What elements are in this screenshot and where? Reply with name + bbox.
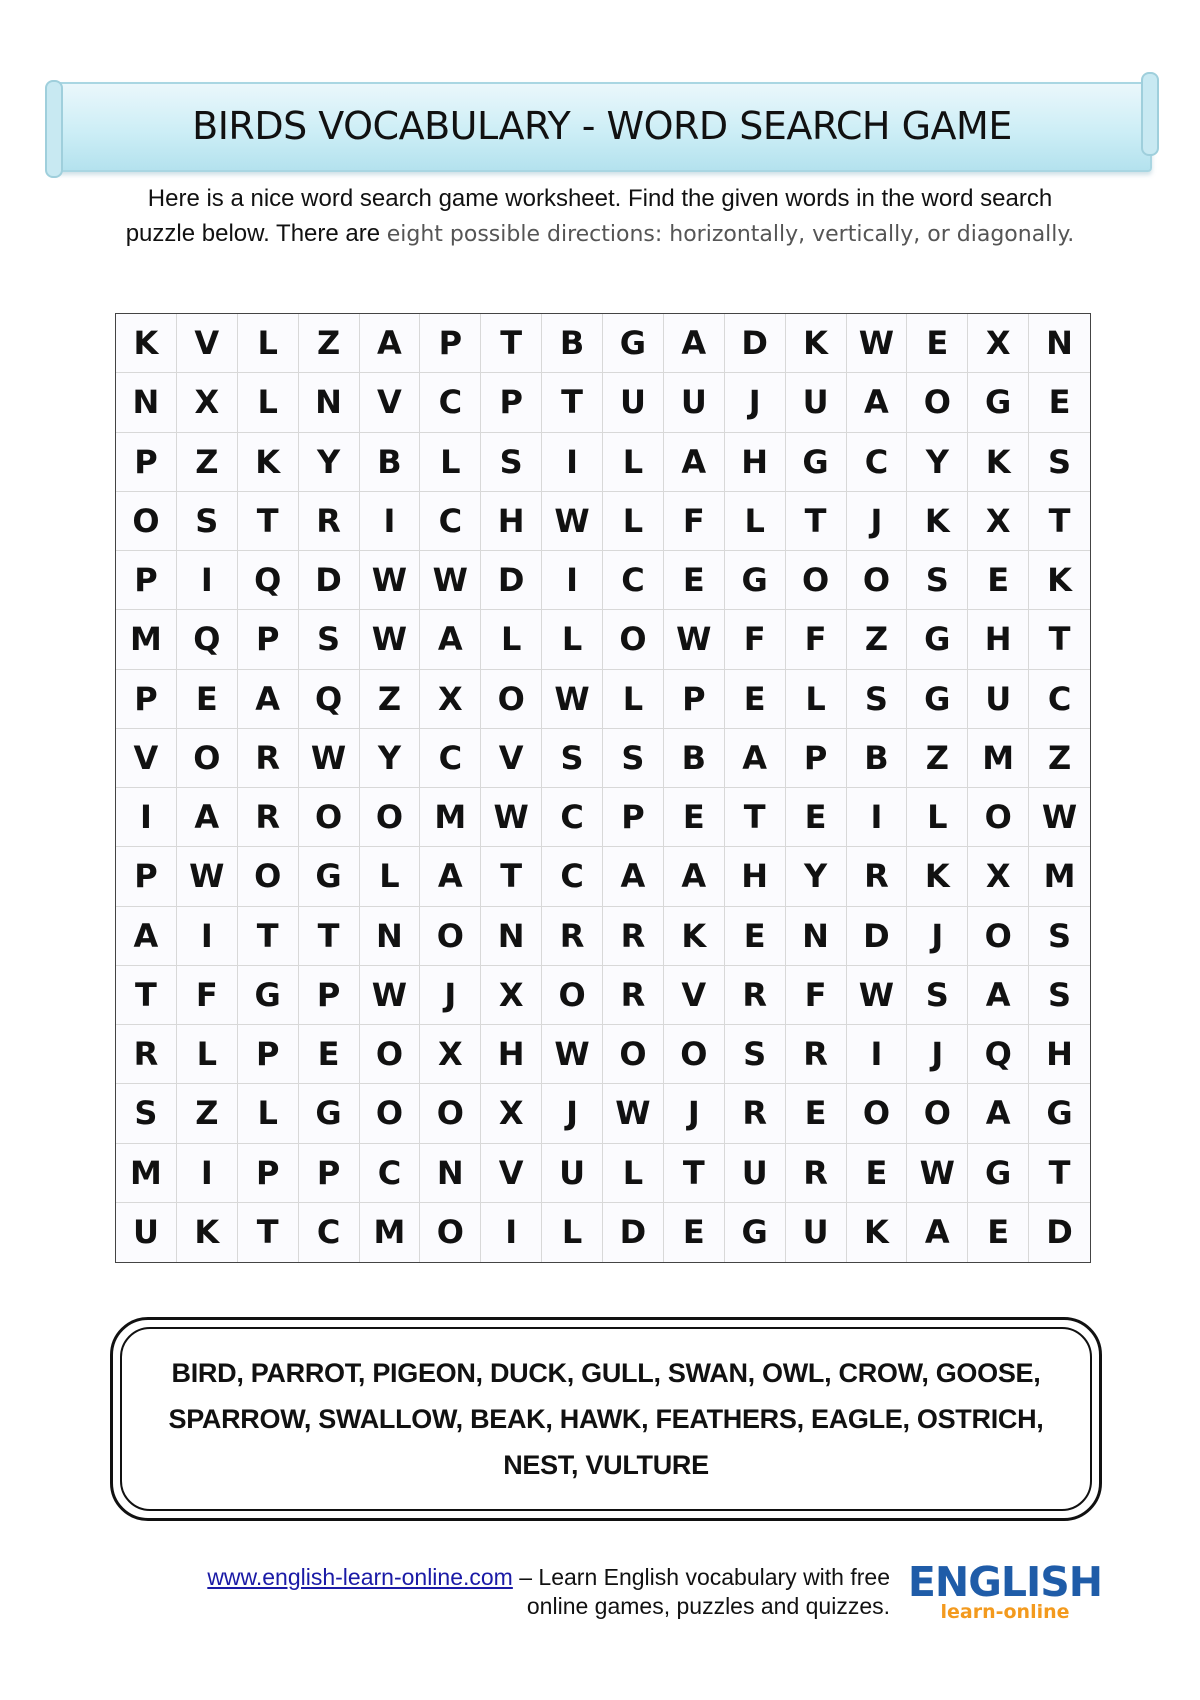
grid-cell[interactable]: D — [603, 1203, 664, 1262]
grid-cell[interactable]: G — [603, 314, 664, 373]
grid-cell[interactable]: L — [360, 847, 421, 906]
grid-cell[interactable]: I — [116, 788, 177, 847]
grid-cell[interactable]: K — [238, 433, 299, 492]
grid-cell[interactable]: L — [542, 1203, 603, 1262]
grid-cell[interactable]: O — [420, 907, 481, 966]
grid-cell[interactable]: I — [847, 788, 908, 847]
grid-cell[interactable]: A — [664, 433, 725, 492]
grid-cell[interactable]: C — [603, 551, 664, 610]
grid-cell[interactable]: D — [725, 314, 786, 373]
site-link[interactable]: www.english-learn-online.com — [207, 1564, 513, 1590]
grid-cell[interactable]: E — [786, 788, 847, 847]
grid-cell[interactable]: N — [299, 373, 360, 432]
grid-cell[interactable]: P — [238, 1025, 299, 1084]
grid-cell[interactable]: T — [481, 314, 542, 373]
grid-cell[interactable]: U — [603, 373, 664, 432]
grid-cell[interactable]: H — [481, 492, 542, 551]
word-list-line-3: NEST, VULTURE — [503, 1450, 709, 1480]
grid-cell[interactable]: P — [238, 610, 299, 669]
grid-cell[interactable]: P — [481, 373, 542, 432]
grid-cell[interactable]: R — [238, 729, 299, 788]
grid-cell[interactable]: C — [420, 373, 481, 432]
grid-cell[interactable]: U — [664, 373, 725, 432]
grid-cell[interactable]: H — [968, 610, 1029, 669]
grid-cell[interactable]: H — [1029, 1025, 1090, 1084]
grid-cell[interactable]: M — [968, 729, 1029, 788]
footer-line-1 — [100, 1563, 890, 1592]
grid-cell[interactable]: Z — [1029, 729, 1090, 788]
grid-cell[interactable]: O — [968, 907, 1029, 966]
grid-cell[interactable]: O — [420, 1203, 481, 1262]
word-list-box — [110, 1317, 1102, 1521]
grid-cell[interactable]: P — [238, 1144, 299, 1203]
grid-cell[interactable]: T — [664, 1144, 725, 1203]
grid-cell[interactable]: O — [360, 788, 421, 847]
grid-cell[interactable]: P — [420, 314, 481, 373]
grid-cell[interactable]: P — [116, 670, 177, 729]
grid-cell[interactable]: L — [603, 1144, 664, 1203]
grid-cell[interactable]: L — [603, 433, 664, 492]
grid-cell[interactable]: R — [786, 1025, 847, 1084]
grid-cell[interactable]: N — [1029, 314, 1090, 373]
grid-cell[interactable]: E — [1029, 373, 1090, 432]
grid-cell[interactable]: A — [664, 847, 725, 906]
grid-cell[interactable]: O — [116, 492, 177, 551]
grid-cell[interactable]: F — [664, 492, 725, 551]
grid-cell[interactable]: U — [968, 670, 1029, 729]
grid-cell[interactable]: N — [116, 373, 177, 432]
grid-cell[interactable]: Q — [238, 551, 299, 610]
grid-cell[interactable]: S — [1029, 433, 1090, 492]
grid-cell[interactable]: I — [481, 1203, 542, 1262]
grid-cell[interactable]: O — [360, 1025, 421, 1084]
grid-cell[interactable]: X — [968, 492, 1029, 551]
grid-cell[interactable]: T — [238, 1203, 299, 1262]
grid-cell[interactable]: O — [907, 1084, 968, 1143]
grid-cell[interactable]: W — [542, 670, 603, 729]
grid-cell[interactable]: A — [847, 373, 908, 432]
word-search-grid — [115, 313, 1091, 1263]
grid-cell[interactable]: F — [725, 610, 786, 669]
grid-cell[interactable]: X — [420, 670, 481, 729]
grid-cell[interactable]: W — [1029, 788, 1090, 847]
grid-cell[interactable]: O — [299, 788, 360, 847]
grid-cell[interactable]: W — [664, 610, 725, 669]
grid-cell[interactable]: P — [299, 966, 360, 1025]
grid-cell[interactable]: X — [481, 1084, 542, 1143]
grid-cell[interactable]: V — [664, 966, 725, 1025]
grid-cell[interactable]: B — [664, 729, 725, 788]
grid-cell[interactable]: J — [725, 373, 786, 432]
grid-cell[interactable]: P — [116, 551, 177, 610]
grid-cell[interactable]: S — [603, 729, 664, 788]
grid-cell[interactable]: S — [481, 433, 542, 492]
grid-cell[interactable]: S — [725, 1025, 786, 1084]
grid-cell[interactable]: W — [420, 551, 481, 610]
grid-cell[interactable]: A — [420, 847, 481, 906]
grid-cell[interactable]: G — [725, 1203, 786, 1262]
grid-cell[interactable]: A — [238, 670, 299, 729]
grid-cell[interactable]: M — [360, 1203, 421, 1262]
grid-cell[interactable]: G — [786, 433, 847, 492]
grid-cell[interactable]: Z — [360, 670, 421, 729]
grid-cell[interactable]: D — [299, 551, 360, 610]
grid-cell[interactable]: K — [847, 1203, 908, 1262]
grid-cell[interactable]: O — [603, 610, 664, 669]
grid-cell[interactable]: A — [116, 907, 177, 966]
grid-cell[interactable]: S — [1029, 966, 1090, 1025]
grid-cell[interactable]: U — [725, 1144, 786, 1203]
grid-cell[interactable]: Y — [360, 729, 421, 788]
grid-cell[interactable]: W — [542, 492, 603, 551]
grid-cell[interactable]: G — [299, 1084, 360, 1143]
grid-cell[interactable]: G — [1029, 1084, 1090, 1143]
grid-cell[interactable]: E — [299, 1025, 360, 1084]
grid-cell[interactable]: X — [968, 314, 1029, 373]
grid-cell[interactable]: R — [299, 492, 360, 551]
grid-cell[interactable]: I — [177, 907, 238, 966]
grid-cell[interactable]: T — [1029, 610, 1090, 669]
grid-cell[interactable]: K — [177, 1203, 238, 1262]
grid-cell[interactable]: R — [238, 788, 299, 847]
grid-cell[interactable]: E — [847, 1144, 908, 1203]
grid-cell[interactable]: B — [847, 729, 908, 788]
grid-cell[interactable]: Q — [968, 1025, 1029, 1084]
grid-cell[interactable]: L — [542, 610, 603, 669]
footer-line-2: online games, puzzles and quizzes. — [526, 1593, 890, 1619]
grid-cell[interactable]: O — [786, 551, 847, 610]
grid-cell[interactable]: S — [542, 729, 603, 788]
grid-cell[interactable]: S — [116, 1084, 177, 1143]
logo-sub-text: learn-online — [940, 1601, 1070, 1623]
grid-cell[interactable]: O — [847, 551, 908, 610]
grid-cell[interactable]: U — [116, 1203, 177, 1262]
grid-cell[interactable]: E — [664, 551, 725, 610]
grid-cell[interactable]: D — [847, 907, 908, 966]
grid-cell[interactable]: O — [177, 729, 238, 788]
grid-cell[interactable]: O — [968, 788, 1029, 847]
grid-cell[interactable]: C — [542, 847, 603, 906]
grid-cell[interactable]: O — [542, 966, 603, 1025]
grid-cell[interactable]: T — [1029, 1144, 1090, 1203]
grid-cell[interactable]: K — [907, 492, 968, 551]
grid-cell[interactable]: W — [907, 1144, 968, 1203]
grid-cell[interactable]: E — [725, 670, 786, 729]
grid-cell[interactable]: D — [1029, 1203, 1090, 1262]
grid-cell[interactable]: S — [1029, 907, 1090, 966]
grid-cell[interactable]: T — [786, 492, 847, 551]
grid-cell[interactable]: H — [725, 847, 786, 906]
grid-cell[interactable]: K — [786, 314, 847, 373]
page-title: BIRDS VOCABULARY - WORD SEARCH GAME — [192, 104, 1012, 148]
grid-cell[interactable]: H — [725, 433, 786, 492]
grid-cell[interactable]: P — [786, 729, 847, 788]
grid-cell[interactable]: P — [664, 670, 725, 729]
grid-cell[interactable]: G — [725, 551, 786, 610]
grid-cell[interactable]: R — [847, 847, 908, 906]
grid-cell[interactable]: A — [968, 1084, 1029, 1143]
grid-cell[interactable]: W — [177, 847, 238, 906]
grid-cell[interactable]: N — [481, 907, 542, 966]
grid-cell[interactable]: T — [725, 788, 786, 847]
grid-cell[interactable]: I — [542, 433, 603, 492]
grid-cell[interactable]: X — [968, 847, 1029, 906]
grid-cell[interactable]: X — [420, 1025, 481, 1084]
grid-cell[interactable]: R — [603, 966, 664, 1025]
grid-cell[interactable]: W — [299, 729, 360, 788]
grid-cell[interactable]: E — [786, 1084, 847, 1143]
grid-cell[interactable]: O — [360, 1084, 421, 1143]
grid-cell[interactable]: J — [664, 1084, 725, 1143]
grid-cell[interactable]: L — [481, 610, 542, 669]
grid-cell[interactable]: C — [420, 492, 481, 551]
grid-cell[interactable]: S — [299, 610, 360, 669]
grid-cell[interactable]: N — [786, 907, 847, 966]
grid-cell[interactable]: Q — [299, 670, 360, 729]
grid-cell[interactable]: C — [1029, 670, 1090, 729]
footer — [100, 1563, 890, 1621]
grid-cell[interactable]: I — [360, 492, 421, 551]
grid-cell[interactable]: T — [481, 847, 542, 906]
grid-cell[interactable]: O — [420, 1084, 481, 1143]
grid-cell[interactable]: O — [603, 1025, 664, 1084]
grid-cell[interactable]: W — [360, 551, 421, 610]
grid-cell[interactable]: A — [177, 788, 238, 847]
grid-cell[interactable]: V — [360, 373, 421, 432]
grid-cell[interactable]: H — [481, 1025, 542, 1084]
grid-cell[interactable]: E — [907, 314, 968, 373]
grid-cell[interactable]: W — [360, 966, 421, 1025]
word-list-line-2: SPARROW, SWALLOW, BEAK, HAWK, FEATHERS, EAGLE, OSTRICH, — [168, 1404, 1044, 1434]
grid-cell[interactable]: D — [481, 551, 542, 610]
grid-cell[interactable]: V — [481, 1144, 542, 1203]
intro-directions: eight possible directions: horizontally, vertically, or diagonally. — [386, 222, 1075, 247]
word-list — [156, 1350, 1056, 1488]
grid-cell[interactable]: T — [1029, 492, 1090, 551]
grid-cell[interactable]: T — [299, 907, 360, 966]
grid-cell[interactable]: K — [1029, 551, 1090, 610]
grid-cell[interactable]: Z — [907, 729, 968, 788]
grid-cell[interactable]: P — [299, 1144, 360, 1203]
grid-cell[interactable]: G — [968, 373, 1029, 432]
grid-cell[interactable]: P — [116, 847, 177, 906]
grid-cell[interactable]: W — [847, 966, 908, 1025]
grid-cell[interactable]: B — [360, 433, 421, 492]
grid-cell[interactable]: F — [786, 966, 847, 1025]
grid-cell[interactable]: R — [542, 907, 603, 966]
grid-cell[interactable]: U — [786, 1203, 847, 1262]
grid-cell[interactable]: I — [177, 551, 238, 610]
grid-cell[interactable]: O — [238, 847, 299, 906]
grid-cell[interactable]: S — [907, 966, 968, 1025]
grid-cell[interactable]: G — [968, 1144, 1029, 1203]
grid-cell[interactable]: L — [420, 433, 481, 492]
grid-cell[interactable]: E — [664, 788, 725, 847]
grid-cell[interactable]: M — [116, 610, 177, 669]
grid-cell[interactable]: S — [847, 670, 908, 729]
grid-cell[interactable]: L — [603, 492, 664, 551]
grid-cell[interactable]: S — [907, 551, 968, 610]
grid-cell[interactable]: C — [360, 1144, 421, 1203]
grid-cell[interactable]: M — [420, 788, 481, 847]
grid-cell[interactable]: R — [786, 1144, 847, 1203]
grid-cell[interactable]: J — [907, 907, 968, 966]
grid-cell[interactable]: M — [1029, 847, 1090, 906]
grid-cell[interactable]: J — [907, 1025, 968, 1084]
grid-cell[interactable]: V — [177, 314, 238, 373]
grid-cell[interactable]: G — [907, 670, 968, 729]
title-banner — [52, 82, 1152, 172]
grid-cell[interactable]: R — [725, 1084, 786, 1143]
grid-cell[interactable]: F — [786, 610, 847, 669]
grid-cell[interactable]: W — [603, 1084, 664, 1143]
grid-cell[interactable]: A — [664, 314, 725, 373]
grid-cell[interactable]: Z — [177, 433, 238, 492]
grid-cell[interactable]: Q — [177, 610, 238, 669]
grid-cell[interactable]: L — [177, 1025, 238, 1084]
grid-cell[interactable]: A — [907, 1203, 968, 1262]
grid-cell[interactable]: F — [177, 966, 238, 1025]
grid-cell[interactable]: E — [968, 551, 1029, 610]
grid-cell[interactable]: T — [238, 907, 299, 966]
grid-cell[interactable]: P — [116, 433, 177, 492]
grid-cell[interactable]: N — [360, 907, 421, 966]
grid-cell[interactable]: A — [360, 314, 421, 373]
grid-cell[interactable]: G — [238, 966, 299, 1025]
word-list-line-1: BIRD, PARROT, PIGEON, DUCK, GULL, SWAN, OWL, CROW, GOOSE, — [171, 1358, 1041, 1388]
grid-cell[interactable]: R — [116, 1025, 177, 1084]
grid-cell[interactable]: G — [299, 847, 360, 906]
grid-cell[interactable]: U — [786, 373, 847, 432]
grid-cell[interactable]: E — [725, 907, 786, 966]
grid-cell[interactable]: T — [116, 966, 177, 1025]
grid-cell[interactable]: O — [481, 670, 542, 729]
grid-cell[interactable]: O — [664, 1025, 725, 1084]
grid-cell[interactable]: Y — [786, 847, 847, 906]
grid-cell[interactable]: S — [177, 492, 238, 551]
grid-cell[interactable]: C — [299, 1203, 360, 1262]
grid-cell[interactable]: L — [725, 492, 786, 551]
grid-cell[interactable]: J — [847, 492, 908, 551]
grid-cell[interactable]: W — [847, 314, 908, 373]
grid-cell[interactable]: L — [786, 670, 847, 729]
footer-text-1: – Learn English vocabulary with free — [512, 1564, 890, 1590]
grid-cell[interactable]: W — [481, 788, 542, 847]
grid-cell[interactable]: L — [907, 788, 968, 847]
grid-cell[interactable]: U — [542, 1144, 603, 1203]
grid-cell[interactable]: O — [847, 1084, 908, 1143]
grid-cell[interactable]: E — [968, 1203, 1029, 1262]
grid-cell[interactable]: L — [238, 373, 299, 432]
english-learn-online-logo — [905, 1560, 1105, 1622]
grid-cell[interactable]: J — [420, 966, 481, 1025]
intro-line-2 — [40, 217, 1160, 252]
logo-main-text: ENGLISH — [907, 1558, 1103, 1606]
grid-cell[interactable]: E — [664, 1203, 725, 1262]
grid-cell[interactable]: C — [420, 729, 481, 788]
intro-line-1: Here is a nice word search game worksheet. Find the given words in the word search — [147, 185, 1053, 212]
grid-cell[interactable]: X — [481, 966, 542, 1025]
grid-cell[interactable]: A — [603, 847, 664, 906]
grid-cell[interactable]: G — [907, 610, 968, 669]
grid-cell[interactable]: L — [238, 1084, 299, 1143]
grid-cell[interactable]: X — [177, 373, 238, 432]
grid-cell[interactable]: P — [603, 788, 664, 847]
grid-cell[interactable]: J — [542, 1084, 603, 1143]
grid-cell[interactable]: A — [968, 966, 1029, 1025]
grid-cell[interactable]: I — [542, 551, 603, 610]
grid-cell[interactable]: Y — [907, 433, 968, 492]
grid-cell[interactable]: W — [542, 1025, 603, 1084]
grid-cell[interactable]: N — [420, 1144, 481, 1203]
grid-cell[interactable]: Z — [847, 610, 908, 669]
grid-cell[interactable]: Z — [299, 314, 360, 373]
grid-cell[interactable]: E — [177, 670, 238, 729]
grid-cell[interactable]: K — [116, 314, 177, 373]
grid-cell[interactable]: A — [725, 729, 786, 788]
grid-cell[interactable]: A — [420, 610, 481, 669]
grid-cell[interactable]: T — [238, 492, 299, 551]
grid-cell[interactable]: C — [847, 433, 908, 492]
grid-cell[interactable]: W — [360, 610, 421, 669]
grid-cell[interactable]: R — [603, 907, 664, 966]
grid-cell[interactable]: B — [542, 314, 603, 373]
word-list-inner — [120, 1327, 1092, 1511]
grid-cell[interactable]: C — [542, 788, 603, 847]
grid-cell[interactable]: K — [907, 847, 968, 906]
grid-cell[interactable]: Y — [299, 433, 360, 492]
grid-cell[interactable]: Z — [177, 1084, 238, 1143]
intro-line-2-start: puzzle below. There are — [125, 220, 387, 247]
grid-cell[interactable]: O — [907, 373, 968, 432]
grid-cell[interactable]: T — [542, 373, 603, 432]
grid-cell[interactable]: V — [481, 729, 542, 788]
grid-cell[interactable]: K — [664, 907, 725, 966]
grid-cell[interactable]: I — [847, 1025, 908, 1084]
grid-cell[interactable]: L — [603, 670, 664, 729]
grid-cell[interactable]: R — [725, 966, 786, 1025]
grid-cell[interactable]: K — [968, 433, 1029, 492]
grid-cell[interactable]: I — [177, 1144, 238, 1203]
grid-cell[interactable]: V — [116, 729, 177, 788]
grid-cell[interactable]: M — [116, 1144, 177, 1203]
grid-cell[interactable]: L — [238, 314, 299, 373]
